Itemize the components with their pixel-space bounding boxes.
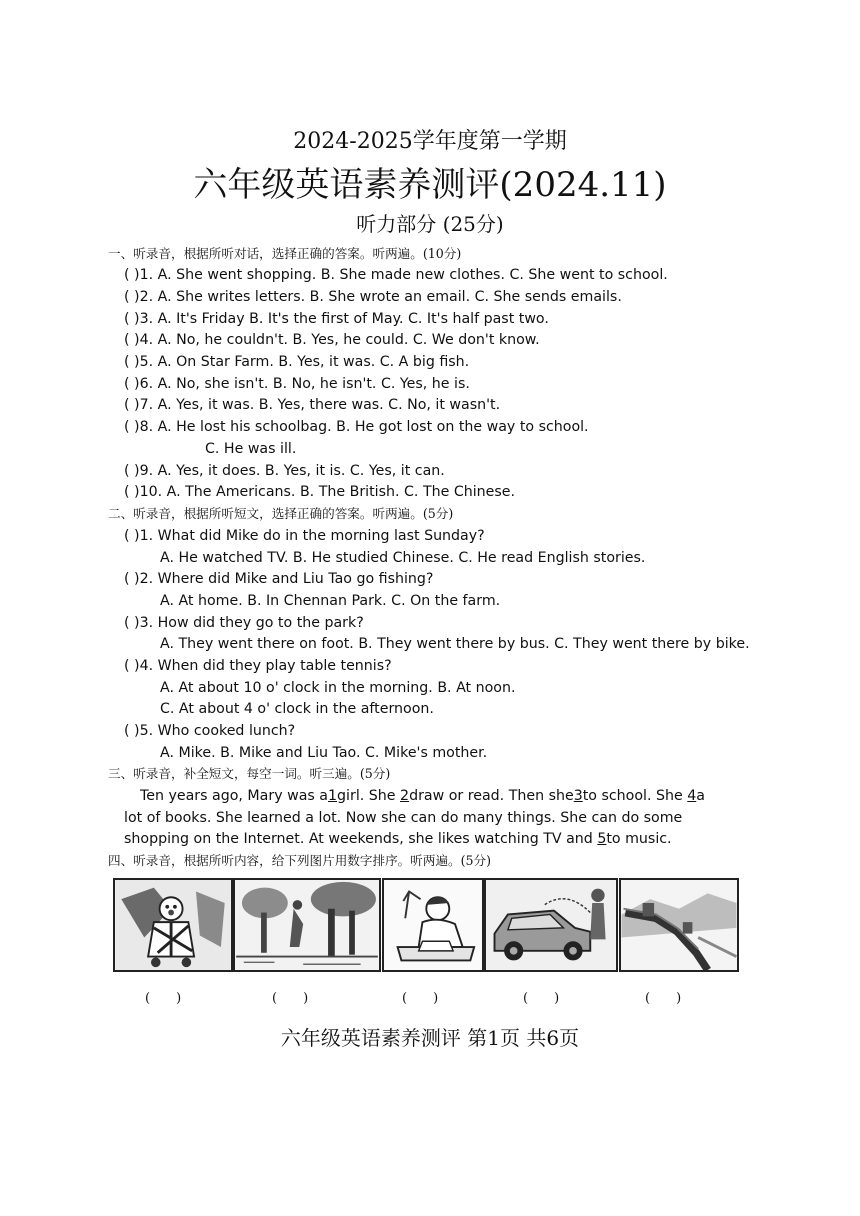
page-footer: 六年级英语素养测评 第1页 共6页: [280, 1026, 580, 1050]
question-s2-1: ( )1. What did Mike do in the morning last Sunday?: [124, 528, 485, 544]
section1-heading: 一、听录音，根据所听对话，选择正确的答案。听两遍。(10分): [108, 246, 462, 261]
options-s2-1: A. He watched TV. B. He studied Chinese. C. He read English stories.: [160, 550, 646, 566]
car-icon: [486, 880, 616, 970]
clown-icon: [115, 880, 231, 970]
boy-writing-picture: [382, 878, 484, 972]
answer-blank-1[interactable]: ( ): [145, 991, 182, 1006]
question-s2-2: ( )2. Where did Mike and Liu Tao go fishing?: [124, 571, 434, 587]
section4-heading: 四、听录音，根据所听内容，给下列图片用数字排序。听两遍。(5分): [108, 853, 492, 868]
answer-blank-5[interactable]: ( ): [645, 991, 682, 1006]
question-s1-10: ( )10. A. The Americans. B. The British. C. The Chinese.: [124, 484, 516, 500]
blank-1[interactable]: 1: [328, 788, 338, 804]
question-s2-5: ( )5. Who cooked lunch?: [124, 723, 296, 739]
boy-writing-icon: [384, 880, 482, 970]
great-wall-icon: [621, 880, 737, 970]
part-title: 听力部分 (25分): [356, 212, 504, 236]
blank-5[interactable]: 5: [597, 831, 607, 847]
blank-2[interactable]: 2: [400, 788, 410, 804]
question-s1-5: ( )5. A. On Star Farm. B. Yes, it was. C. A big fish.: [124, 354, 470, 370]
passage-text: to school. She: [582, 788, 683, 804]
passage-text: a: [696, 788, 705, 804]
answer-blank-2[interactable]: ( ): [272, 991, 309, 1006]
question-s1-2: ( )2. A. She writes letters. B. She wrote an email. C. She sends emails.: [124, 289, 622, 305]
question-s1-1: ( )1. A. She went shopping. B. She made new clothes. C. She went to school.: [124, 267, 668, 283]
question-s1-7: ( )7. A. Yes, it was. B. Yes, there was. C. No, it wasn't.: [124, 397, 501, 413]
question-s1-3: ( )3. A. It's Friday B. It's the first of May. C. It's half past two.: [124, 311, 549, 327]
options-s2-4-ab: A. At about 10 o' clock in the morning. B. At noon.: [160, 680, 516, 696]
options-s2-4-c: C. At about 4 o' clock in the afternoon.: [160, 701, 434, 717]
blank-4[interactable]: 4: [687, 788, 697, 804]
answer-blank-4[interactable]: ( ): [523, 991, 560, 1006]
fishing-trees-picture: [233, 878, 381, 972]
washing-car-picture: [484, 878, 618, 972]
question-s1-9: ( )9. A. Yes, it does. B. Yes, it is. C. Yes, it can.: [124, 463, 445, 479]
exam-title: 六年级英语素养测评(2024.11): [193, 165, 667, 205]
question-s2-3: ( )3. How did they go to the park?: [124, 615, 364, 631]
question-s1-4: ( )4. A. No, he couldn't. B. Yes, he could. C. We don't know.: [124, 332, 540, 348]
clown-picture: [113, 878, 233, 972]
passage-text: Ten years ago, Mary was a: [140, 788, 329, 804]
passage-line-1: [140, 786, 705, 806]
options-s2-2: A. At home. B. In Chennan Park. C. On the farm.: [160, 593, 501, 609]
section3-heading: 三、听录音，补全短文，每空一词。听三遍。(5分): [108, 766, 391, 781]
answer-blank-3[interactable]: ( ): [402, 991, 439, 1006]
passage-text: to music.: [606, 831, 672, 847]
question-s1-8-option-c: C. He was ill.: [205, 441, 297, 457]
options-s2-5: A. Mike. B. Mike and Liu Tao. C. Mike's mother.: [160, 745, 488, 761]
section2-heading: 二、听录音，根据所听短文，选择正确的答案。听两遍。(5分): [108, 506, 454, 521]
passage-text: draw or read. Then she: [409, 788, 574, 804]
question-s1-6: ( )6. A. No, she isn't. B. No, he isn't. C. Yes, he is.: [124, 376, 470, 392]
trees-icon: [235, 880, 379, 970]
passage-text: girl. She: [337, 788, 396, 804]
options-s2-3: A. They went there on foot. B. They went there by bus. C. They went there by bike.: [160, 636, 750, 652]
school-year: 2024-2025学年度第一学期: [293, 129, 567, 154]
question-s2-4: ( )4. When did they play table tennis?: [124, 658, 392, 674]
passage-line-3: [124, 829, 672, 849]
question-s1-8: ( )8. A. He lost his schoolbag. B. He got lost on the way to school.: [124, 419, 589, 435]
passage-line-2: lot of books. She learned a lot. Now she can do many things. She can do some: [124, 810, 683, 826]
passage-text: shopping on the Internet. At weekends, she likes watching TV and: [124, 831, 593, 847]
great-wall-picture: [619, 878, 739, 972]
blank-3[interactable]: 3: [573, 788, 583, 804]
